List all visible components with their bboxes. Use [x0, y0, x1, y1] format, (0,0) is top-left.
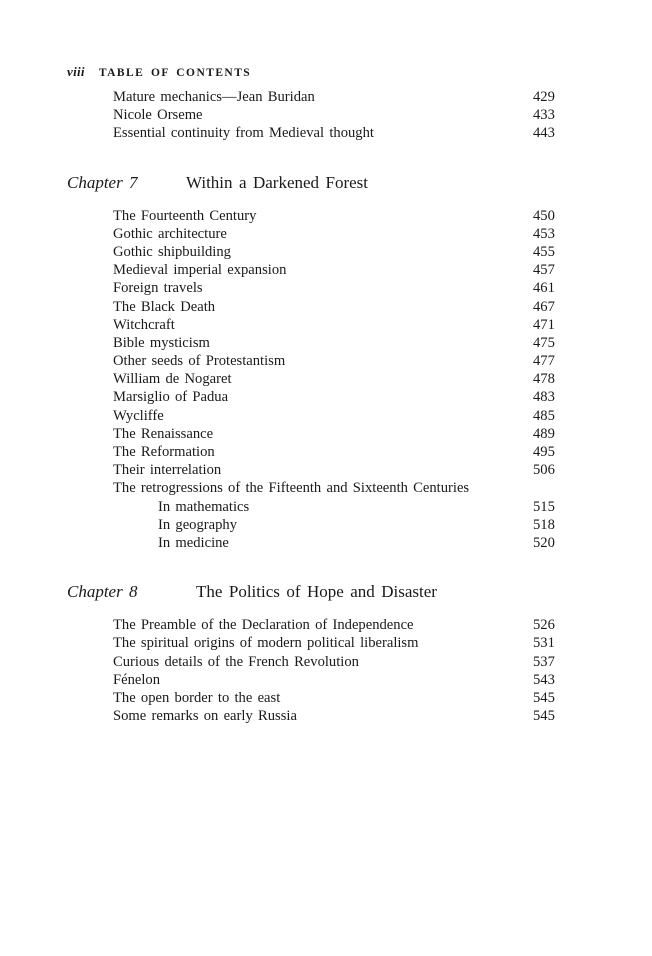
- toc-entry-label: The Black Death: [113, 298, 216, 315]
- toc-entry-page-number: 543: [533, 671, 555, 688]
- toc-entry[interactable]: [0, 279, 652, 297]
- toc-entry-label: Witchcraft: [113, 316, 175, 333]
- chapter-spacer: [0, 197, 652, 207]
- toc-entry-page-number: 483: [533, 389, 555, 406]
- toc-entry-label: Their interrelation: [113, 462, 222, 479]
- toc-entry[interactable]: [0, 370, 652, 388]
- toc-entry-page-number: 467: [533, 298, 555, 315]
- chapter-heading-chapter-8[interactable]: [0, 578, 652, 606]
- toc-entry[interactable]: [0, 616, 652, 634]
- toc-entry-label: Other seeds of Protestantism: [113, 353, 286, 370]
- toc-entry[interactable]: [0, 461, 652, 479]
- toc-entry[interactable]: [0, 352, 652, 370]
- toc-entry-page-number: 531: [533, 635, 555, 652]
- toc-entry-label: In medicine: [158, 534, 229, 551]
- toc-entry-page-number: 453: [533, 225, 555, 242]
- toc-entry[interactable]: [0, 88, 652, 106]
- toc-entry[interactable]: [0, 106, 652, 124]
- toc-entry[interactable]: [0, 388, 652, 406]
- toc-entry-page-number: 518: [533, 516, 555, 533]
- toc-entry-label: In mathematics: [158, 498, 250, 515]
- toc-entry[interactable]: [0, 516, 652, 534]
- toc-entry-page-number: 537: [533, 653, 555, 670]
- toc-entry-page-number: 478: [533, 371, 555, 388]
- toc-entry-page-number: 433: [533, 107, 555, 124]
- toc-entry[interactable]: [0, 443, 652, 461]
- toc-entry-label: The Preamble of the Declaration of Independence: [113, 617, 414, 634]
- chapter-spacer: [0, 606, 652, 616]
- toc-entry-label: Some remarks on early Russia: [113, 708, 297, 725]
- toc-entry-page-number: 526: [533, 617, 555, 634]
- toc-entry-label: The Fourteenth Century: [113, 207, 257, 224]
- toc-entry-page-number: 485: [533, 407, 555, 424]
- toc-entry-label: Wycliffe: [113, 407, 164, 424]
- toc-entry[interactable]: [0, 425, 652, 443]
- toc-entry-page-number: 475: [533, 334, 555, 351]
- toc-entry[interactable]: [0, 298, 652, 316]
- toc-entry-page-number: 477: [533, 353, 555, 370]
- toc-entry-label: The open border to the east: [113, 689, 281, 706]
- toc-entry-label: Medieval imperial expansion: [113, 262, 287, 279]
- chapter-heading-chapter-7[interactable]: [0, 169, 652, 197]
- toc-entry-page-number: 443: [533, 125, 555, 142]
- table-of-contents: [0, 88, 652, 725]
- toc-entry-label: Mature mechanics—Jean Buridan: [113, 89, 315, 105]
- toc-entry-label: In geography: [158, 516, 238, 533]
- toc-entry-label: Marsiglio of Padua: [113, 389, 229, 406]
- toc-entry-label: The Renaissance: [113, 425, 214, 442]
- toc-entry-page-number: 489: [533, 425, 555, 442]
- toc-entry-label: The Reformation: [113, 444, 215, 460]
- running-head-title: TABLE OF CONTENTS: [98, 67, 252, 79]
- toc-entry-page-number: 461: [533, 280, 555, 297]
- toc-entry-page-number: 471: [533, 316, 555, 333]
- toc-entry-label: The spiritual origins of modern political liberalism: [113, 635, 419, 652]
- chapter-number-label: Chapter 7: [67, 172, 138, 192]
- page-folio: viii: [67, 64, 85, 79]
- toc-entry-label: Essential continuity from Medieval thought: [113, 125, 374, 142]
- toc-entry[interactable]: [0, 634, 652, 652]
- toc-entry[interactable]: [0, 407, 652, 425]
- toc-entry-page-number: 495: [533, 444, 555, 460]
- toc-entry-label: Bible mysticism: [113, 334, 210, 351]
- toc-entry[interactable]: [0, 479, 652, 497]
- toc-entry[interactable]: [0, 225, 652, 243]
- toc-entry[interactable]: [0, 671, 652, 689]
- toc-entry[interactable]: [0, 498, 652, 516]
- chapter-title: The Politics of Hope and Disaster: [196, 582, 437, 602]
- toc-entry[interactable]: [0, 334, 652, 352]
- toc-entry-label: Fénelon: [113, 671, 161, 688]
- chapter-number-label: Chapter 8: [67, 582, 138, 602]
- toc-entry[interactable]: [0, 316, 652, 334]
- toc-entry-label: Gothic shipbuilding: [113, 243, 231, 260]
- toc-entry-page-number: 429: [533, 89, 555, 105]
- toc-entry-label: William de Nogaret: [113, 371, 232, 388]
- toc-entry-page-number: 545: [533, 689, 555, 706]
- toc-entry[interactable]: [0, 207, 652, 225]
- toc-entry-label: Nicole Orseme: [113, 107, 203, 124]
- chapter-spacer: [0, 552, 652, 578]
- toc-entry[interactable]: [0, 534, 652, 552]
- toc-entry-label: Gothic architecture: [113, 225, 227, 242]
- toc-entry-page-number: 545: [533, 708, 555, 725]
- toc-entry-page-number: 455: [533, 243, 555, 260]
- chapter-spacer: [0, 143, 652, 169]
- toc-entry-page-number: 515: [533, 498, 555, 515]
- toc-entry[interactable]: [0, 653, 652, 671]
- toc-entry-label: Foreign travels: [113, 280, 203, 297]
- toc-entry-label: Curious details of the French Revolution: [113, 653, 359, 670]
- toc-entry-page-number: 450: [533, 207, 555, 224]
- toc-entry-page-number: 520: [533, 534, 555, 551]
- running-head: [67, 64, 251, 80]
- toc-entry[interactable]: [0, 124, 652, 142]
- toc-entry[interactable]: [0, 689, 652, 707]
- toc-entry-label: The retrogressions of the Fifteenth and Sixteenth Centuries: [113, 480, 470, 497]
- toc-entry-page-number: 457: [533, 262, 555, 279]
- toc-entry-page-number: 506: [533, 462, 555, 479]
- toc-entry[interactable]: [0, 261, 652, 279]
- toc-entry[interactable]: [0, 243, 652, 261]
- toc-entry[interactable]: [0, 707, 652, 725]
- chapter-title: Within a Darkened Forest: [186, 172, 369, 192]
